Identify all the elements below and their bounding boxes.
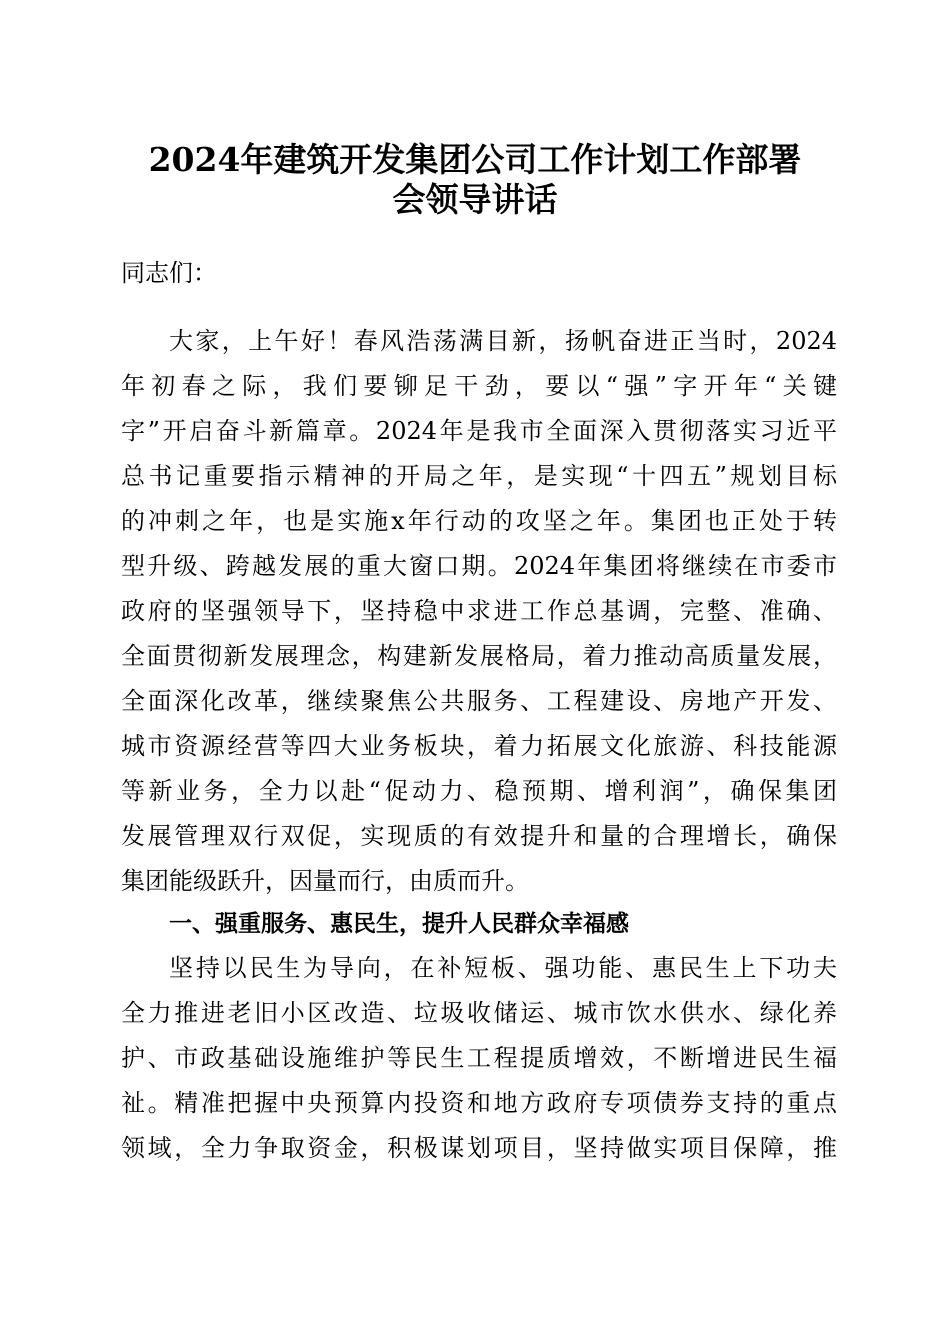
paragraph-1-line: 的冲刺之年，也是实施x年行动的攻坚之年。集团也正处于转	[121, 507, 837, 535]
greeting: 同志们：	[121, 259, 217, 287]
paragraph-1-line: 年初春之际，我们要铆足干劲，要以“强”字开年“关键	[121, 372, 837, 400]
paragraph-1-line: 全面贯彻新发展理念，构建新发展格局，着力推动高质量发展，	[121, 642, 837, 670]
paragraph-1-line: 型升级、跨越发展的重大窗口期。2024年集团将继续在市委市	[121, 552, 837, 580]
document-title-line-1: 2024年建筑开发集团公司工作计划工作部署	[148, 140, 802, 179]
paragraph-1-line: 等新业务，全力以赴“促动力、稳预期、增利润”，确保集团	[121, 777, 837, 805]
paragraph-2-line: 祉。精准把握中央预算内投资和地方政府专项债券支持的重点	[121, 1089, 837, 1117]
paragraph-1-line: 政府的坚强领导下，坚持稳中求进工作总基调，完整、准确、	[121, 597, 837, 625]
paragraph-2-line: 领域，全力争取资金，积极谋划项目，坚持做实项目保障，推	[121, 1134, 837, 1162]
paragraph-1-line: 城市资源经营等四大业务板块，着力拓展文化旅游、科技能源	[121, 732, 837, 760]
paragraph-1-line: 集团能级跃升，因量而行，由质而升。	[121, 867, 529, 895]
document-title-line-2: 会领导讲话	[392, 180, 558, 219]
paragraph-1-line: 大家，上午好！春风浩荡满目新，扬帆奋进正当时，2024	[169, 327, 837, 355]
paragraph-2-line: 护、市政基础设施维护等民生工程提质增效，不断增进民生福	[121, 1044, 837, 1072]
paragraph-2-line: 坚持以民生为导向，在补短板、强功能、惠民生上下功夫	[169, 954, 837, 982]
paragraph-1-line: 总书记重要指示精神的开局之年，是实现“十四五”规划目标	[121, 462, 837, 490]
section-heading-1: 一、强重服务、惠民生，提升人民群众幸福感	[169, 911, 629, 937]
paragraph-1-line: 字”开启奋斗新篇章。2024年是我市全面深入贯彻落实习近平	[121, 417, 837, 445]
paragraph-1-line: 全面深化改革，继续聚焦公共服务、工程建设、房地产开发、	[121, 687, 837, 715]
paragraph-1-line: 发展管理双行双促，实现质的有效提升和量的合理增长，确保	[121, 822, 837, 850]
paragraph-2-line: 全力推进老旧小区改造、垃圾收储运、城市饮水供水、绿化养	[121, 999, 837, 1027]
